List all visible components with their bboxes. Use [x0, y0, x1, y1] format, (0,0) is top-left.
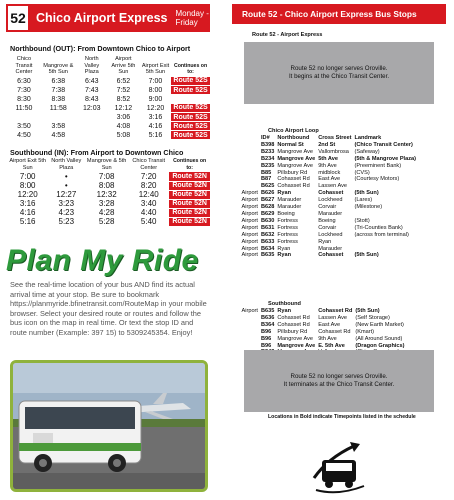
- stop-cell: B96: [260, 335, 272, 342]
- time-cell: 3:40: [140, 199, 157, 208]
- time-cell: [77, 131, 107, 140]
- stop-cell: Mangrove Ave: [277, 148, 314, 155]
- time-cell: 12:40: [138, 190, 159, 199]
- stop-cell: B635: [260, 308, 275, 314]
- bus-stops-title: Route 52 - Chico Airport Express Bus Stops: [232, 4, 446, 24]
- service-days: Monday - Friday: [175, 9, 209, 27]
- time-cell: 8:43: [84, 95, 99, 103]
- time-cell: 3:50: [17, 122, 31, 130]
- stop-cell: (Preeminent Bank): [354, 162, 402, 169]
- time-cell: 3:28: [98, 199, 115, 208]
- stop-cell: Fortress: [277, 231, 298, 238]
- stop-cell: B626: [260, 190, 275, 197]
- stop-cell: B87: [260, 176, 272, 183]
- time-cell: 12:20: [17, 190, 38, 199]
- stop-cell: [353, 239, 418, 246]
- stop-cell: (across from terminal): [354, 231, 409, 238]
- stop-cell: Airport: [241, 308, 258, 314]
- stop-cell: B629: [260, 210, 275, 217]
- table-row: [8, 190, 210, 199]
- timepoint-footnote: Locations in Bold indicate Timepoints listed in the schedule: [268, 414, 416, 420]
- stop-cell: Fortress: [277, 238, 298, 245]
- stop-cell: B631: [260, 224, 275, 231]
- table-row: [8, 104, 210, 113]
- time-cell: 6:30: [17, 77, 31, 85]
- stop-cell: Airport: [241, 210, 258, 217]
- stop-row: [240, 308, 415, 315]
- column-header: Chico Transit Center: [15, 56, 33, 75]
- stop-cell: [240, 343, 259, 350]
- stop-cell: Cohasset: [318, 190, 344, 197]
- stop-row: [240, 329, 415, 336]
- stop-cell: [240, 156, 259, 163]
- stop-cell: 9th Ave: [318, 162, 337, 169]
- stop-cell: (Self Storage): [355, 314, 390, 321]
- stop-cell: Lockheed: [318, 231, 343, 238]
- stop-row: [240, 190, 418, 197]
- route-header: [6, 4, 210, 32]
- time-cell: 4:23: [58, 208, 75, 217]
- time-cell: 5:16: [148, 131, 163, 139]
- time-cell: •: [64, 172, 68, 181]
- stop-row: [240, 156, 418, 163]
- stop-cell: Airport: [241, 224, 258, 231]
- stop-cell: Marauder: [318, 210, 343, 217]
- time-cell: 6:43: [84, 77, 99, 85]
- stop-cell: B96: [260, 342, 272, 349]
- stop-cell: B96: [260, 328, 272, 335]
- stops-column-header: [240, 135, 259, 142]
- column-header: Airport Exit 5th Sun: [141, 62, 170, 75]
- time-cell: 12:27: [56, 190, 77, 199]
- stop-cell: [353, 246, 418, 253]
- stop-cell: (Stott): [354, 217, 370, 224]
- stop-cell: Marauder: [318, 245, 343, 252]
- table-row: [8, 131, 210, 140]
- time-cell: 7:30: [17, 86, 31, 94]
- stop-cell: (Chico Transit Center): [354, 141, 413, 148]
- stops-column-header: ID#: [260, 135, 270, 141]
- stop-row: [240, 246, 418, 253]
- time-cell: 5:28: [98, 217, 115, 226]
- time-cell: [77, 113, 107, 122]
- stop-row: [240, 336, 415, 343]
- column-header: Continues on to:: [173, 62, 208, 75]
- stop-cell: Corvair: [318, 224, 337, 231]
- stop-cell: Cohasset Rd: [318, 308, 353, 314]
- stop-cell: (5th Sun): [354, 252, 379, 259]
- bus-logo: [308, 438, 370, 494]
- time-cell: 8:52: [116, 95, 131, 103]
- stop-cell: B627: [260, 197, 275, 204]
- stop-cell: [240, 336, 259, 343]
- time-cell: 8:00: [19, 181, 36, 190]
- stop-cell: [353, 183, 418, 190]
- table-row: [8, 217, 210, 226]
- stop-cell: 2nd St: [318, 141, 336, 148]
- stop-row: [240, 218, 418, 225]
- time-cell: 4:16: [19, 208, 36, 217]
- southbound-table: [8, 158, 210, 227]
- stop-cell: Normal St: [277, 141, 304, 148]
- stop-row: [240, 183, 418, 190]
- stop-cell: Boeing: [277, 210, 295, 217]
- stops-header-row: [240, 135, 418, 142]
- stop-cell: midblock: [318, 169, 341, 176]
- bus-photo-illustration: [13, 363, 205, 489]
- column-header: Mangrove & 5th Sun: [43, 62, 74, 75]
- table-row: [8, 113, 210, 122]
- stop-cell: [240, 183, 259, 190]
- time-cell: [77, 122, 107, 131]
- continues-badge: Route 52N: [169, 181, 210, 190]
- stop-cell: Vallombrosa: [318, 148, 349, 155]
- time-cell: 3:06: [116, 113, 131, 121]
- stop-cell: B634: [260, 245, 275, 252]
- stop-cell: Ryan: [277, 308, 292, 314]
- stop-cell: Mangrove Ave: [277, 162, 314, 169]
- stop-cell: Airport: [241, 252, 258, 259]
- table-row: [8, 122, 210, 131]
- stop-cell: Ryan: [318, 238, 332, 245]
- stop-cell: Lassen Ave: [318, 314, 348, 321]
- stop-cell: Ryan: [277, 245, 291, 252]
- stop-cell: B628: [260, 204, 275, 211]
- time-cell: •: [64, 181, 68, 190]
- column-header: Chico Transit Center: [132, 158, 166, 171]
- continues-badge: Route 52N: [169, 208, 210, 217]
- table-row: [8, 208, 210, 217]
- time-cell: 7:08: [98, 172, 115, 181]
- schedule-column: [0, 0, 222, 500]
- table-row: [8, 86, 210, 95]
- stop-cell: (Dragon Graphics): [355, 342, 405, 349]
- stop-cell: B636: [260, 314, 275, 321]
- loop-title: Chico Airport Loop: [268, 128, 319, 134]
- stop-cell: [353, 211, 418, 218]
- northbound-title: Northbound (OUT): From Downtown Chico to Airport: [10, 44, 191, 53]
- stop-cell: [240, 322, 259, 329]
- bus-logo-icon: [308, 438, 370, 494]
- time-cell: 7:52: [116, 86, 131, 94]
- stop-cell: [240, 315, 259, 322]
- stop-cell: Boeing: [318, 217, 336, 224]
- table-row: [8, 77, 210, 86]
- stops-column-header: Northbound: [277, 135, 310, 141]
- time-cell: 7:00: [148, 77, 163, 85]
- time-cell: 7:43: [84, 86, 99, 94]
- stops-column-header: Cross Street: [318, 135, 352, 141]
- table-row: [8, 181, 210, 190]
- column-header: Continues on to:: [173, 158, 207, 171]
- stop-row: [240, 142, 418, 149]
- table-row: [8, 199, 210, 208]
- stop-cell: B364: [260, 321, 275, 328]
- continues-badge: [171, 95, 210, 104]
- stop-cell: Cohasset: [318, 252, 344, 259]
- stop-cell: Ryan: [277, 190, 292, 197]
- stop-cell: (All Around Sound): [355, 335, 403, 342]
- time-cell: 12:03: [83, 104, 101, 112]
- continues-badge: Route 52N: [169, 199, 210, 208]
- stop-cell: B630: [260, 217, 275, 224]
- continues-badge: Route 52N: [169, 217, 210, 226]
- column-header: North Valley Plaza: [84, 56, 100, 75]
- time-cell: 5:08: [116, 131, 131, 139]
- stop-cell: (Safeway): [354, 148, 380, 155]
- stop-cell: Mangrove Ave: [277, 335, 314, 342]
- stop-cell: (5th Sun): [355, 308, 380, 314]
- stop-row: [240, 163, 418, 170]
- stop-cell: Mangrove Ave: [277, 342, 316, 349]
- stop-cell: [240, 176, 259, 183]
- stop-cell: (Milestone): [354, 204, 383, 211]
- stop-cell: Lockheed: [318, 197, 343, 204]
- stop-row: [240, 232, 418, 239]
- stop-cell: Mangrove Ave: [277, 155, 316, 162]
- stop-row: [240, 315, 415, 322]
- time-cell: 8:08: [98, 181, 115, 190]
- bus-photo: [10, 360, 208, 492]
- route-title: Chico Airport Express: [36, 11, 168, 25]
- stop-cell: Cohasset Rd: [277, 176, 310, 183]
- time-cell: 8:30: [17, 95, 31, 103]
- stop-cell: (Tri-Counties Bank): [354, 224, 403, 231]
- stop-cell: Airport: [241, 190, 258, 197]
- bus-stops-subtitle: Route 52 - Airport Express: [252, 32, 323, 38]
- stop-cell: E. 5th Ave: [318, 342, 345, 349]
- stop-cell: (New Earth Market): [355, 321, 404, 328]
- time-cell: 11:58: [49, 104, 67, 112]
- stop-cell: Marauder: [277, 204, 302, 211]
- continues-badge: Route 52S: [171, 77, 210, 86]
- stops-column-header: Landmark: [354, 135, 382, 141]
- plan-my-ride-title: Plan My Ride: [6, 244, 199, 277]
- table-row: [8, 172, 210, 181]
- time-cell: 9:00: [148, 95, 163, 103]
- northbound-table: [8, 56, 210, 140]
- table-row: [8, 95, 210, 104]
- stop-cell: B234: [260, 155, 275, 162]
- stop-cell: B85: [260, 169, 272, 176]
- time-cell: 6:52: [116, 77, 131, 85]
- time-cell: 3:58: [51, 122, 66, 130]
- stop-row: [240, 170, 418, 177]
- time-cell: 7:20: [140, 172, 157, 181]
- column-header: Mangrove & 5th Sun: [86, 158, 127, 171]
- stop-cell: Airport: [241, 245, 258, 252]
- continues-badge: Route 52S: [171, 113, 210, 122]
- time-cell: [40, 113, 77, 122]
- time-cell: 8:20: [140, 181, 157, 190]
- time-cell: 12:12: [114, 104, 133, 112]
- time-cell: 3:16: [148, 113, 163, 121]
- notice-top: Route 52 no longer serves Oroville. It begins at the Chico Transit Center.: [244, 42, 434, 104]
- continues-badge: Route 52S: [171, 86, 210, 95]
- stop-cell: [240, 170, 259, 177]
- stop-cell: Cohasset Rd: [277, 314, 310, 321]
- stop-cell: East Ave: [318, 321, 341, 328]
- time-cell: 4:16: [148, 122, 163, 130]
- stop-cell: B398: [260, 141, 275, 148]
- time-cell: 8:38: [51, 95, 66, 103]
- time-cell: 3:23: [58, 199, 75, 208]
- stop-cell: B633: [260, 238, 275, 245]
- time-cell: 5:16: [19, 217, 36, 226]
- time-cell: 5:23: [58, 217, 75, 226]
- stop-cell: (Courtesy Motors): [354, 176, 400, 183]
- stop-cell: (Kmart): [355, 328, 375, 335]
- stop-row: [240, 197, 418, 204]
- column-header: Airport Arrive 5th Sun: [111, 56, 136, 75]
- stop-row: [240, 239, 418, 246]
- time-cell: [8, 113, 40, 122]
- stop-row: [240, 204, 418, 211]
- southbound-title: Southbound (IN): From Airport to Downtown Chico: [10, 148, 184, 157]
- stop-cell: B635: [260, 252, 275, 259]
- time-cell: 12:20: [146, 104, 165, 112]
- stop-cell: 9th Ave: [318, 335, 337, 342]
- stop-cell: Fortress: [277, 224, 298, 231]
- stop-cell: Airport: [241, 231, 258, 238]
- stop-row: [240, 322, 415, 329]
- stop-cell: [240, 163, 259, 170]
- continues-badge: Route 52N: [169, 172, 210, 181]
- stop-cell: Airport: [241, 217, 258, 224]
- stop-cell: [240, 142, 259, 149]
- notice-bottom: Route 52 no longer serves Oroville. It terminates at the Chico Transit Center.: [244, 350, 434, 412]
- stop-cell: Fortress: [277, 217, 298, 224]
- stop-cell: (CVS): [354, 169, 370, 176]
- stop-cell: B233: [260, 148, 275, 155]
- time-cell: 3:16: [19, 199, 36, 208]
- time-cell: 4:58: [51, 131, 66, 139]
- stop-cell: 5th Ave: [318, 155, 338, 162]
- stop-cell: Cohasset Rd: [277, 183, 310, 190]
- time-cell: 4:08: [116, 122, 131, 130]
- stop-cell: Pillsbury Rd: [277, 328, 308, 335]
- time-cell: 4:28: [98, 208, 115, 217]
- stop-row: [240, 252, 418, 259]
- time-cell: 7:00: [19, 172, 36, 181]
- southbound-stops-title: Southbound: [268, 301, 301, 307]
- time-cell: 6:38: [51, 77, 66, 85]
- stop-cell: Cohasset Rd: [277, 321, 310, 328]
- stop-cell: [240, 149, 259, 156]
- time-cell: 11:50: [15, 104, 33, 112]
- column-header: North Valley Plaza: [51, 158, 82, 171]
- continues-badge: Route 52S: [171, 104, 210, 113]
- stop-cell: B235: [260, 162, 275, 169]
- stop-cell: (5th & Mangrove Plaza): [354, 155, 416, 162]
- stop-cell: Airport: [241, 238, 258, 245]
- stop-cell: Cohasset Rd: [318, 328, 351, 335]
- stop-row: [240, 343, 415, 350]
- northbound-stops-table: [240, 135, 418, 259]
- stop-cell: Pillsbury Rd: [277, 169, 308, 176]
- time-cell: 4:40: [140, 208, 157, 217]
- stop-cell: Airport: [241, 204, 258, 211]
- column-header: Airport Exit 5th Sun: [9, 158, 47, 171]
- time-cell: 4:50: [17, 131, 31, 139]
- stop-cell: Corvair: [318, 204, 337, 211]
- continues-badge: Route 52N: [169, 190, 210, 199]
- stop-row: [240, 211, 418, 218]
- stop-cell: B632: [260, 231, 275, 238]
- stop-cell: [240, 329, 259, 336]
- stop-cell: Marauder: [277, 197, 302, 204]
- stop-cell: East Ave: [318, 176, 341, 183]
- stop-cell: Airport: [241, 197, 258, 204]
- stop-row: [240, 149, 418, 156]
- time-cell: 12:32: [96, 190, 117, 199]
- stop-row: [240, 176, 418, 183]
- continues-badge: Route 52S: [171, 131, 210, 140]
- stop-row: [240, 225, 418, 232]
- continues-badge: Route 52S: [171, 122, 210, 131]
- stop-cell: Lassen Ave: [318, 183, 348, 190]
- stop-cell: (Lares): [354, 197, 373, 204]
- time-cell: 5:40: [140, 217, 157, 226]
- time-cell: 7:38: [51, 86, 66, 94]
- stop-cell: B625: [260, 183, 275, 190]
- route-number-badge: 52: [6, 4, 30, 32]
- stop-cell: (5th Sun): [354, 190, 379, 197]
- time-cell: 8:00: [148, 86, 163, 94]
- stop-cell: Ryan: [277, 252, 292, 259]
- plan-my-ride-text: See the real-time location of your bus AND find its actual arrival time at your stop. Be sure to bookmark https://planmyride.bfinetransit.com/RouteMap in your mobile browser. Select your desired route or routes and follow the bus icon on the map in real time. Or text the stop ID and route number (Example: 397 15) to 5309245354. Enjoy!: [10, 280, 207, 337]
